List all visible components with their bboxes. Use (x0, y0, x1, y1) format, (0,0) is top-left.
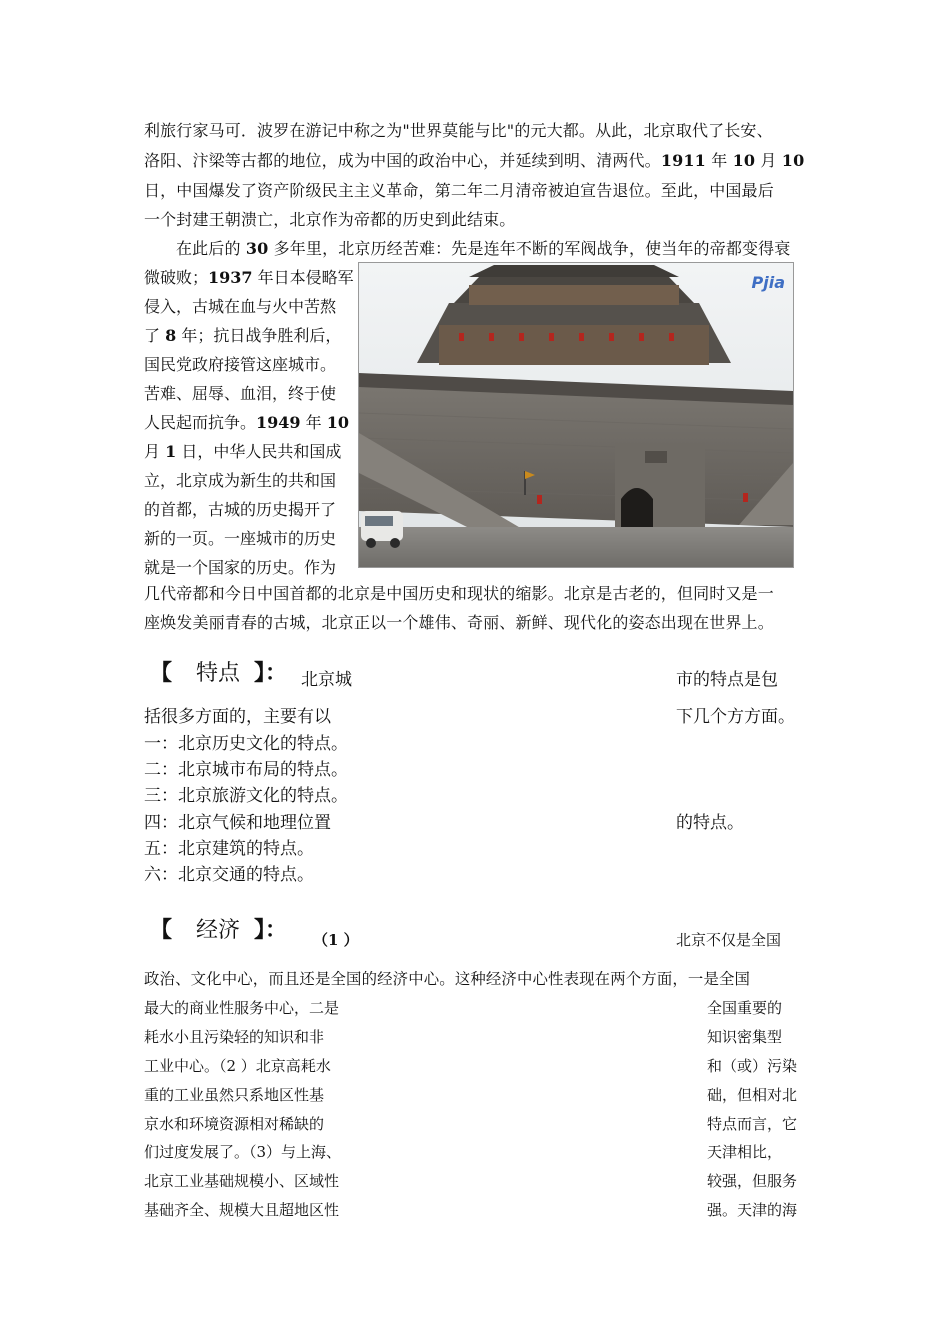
city-gate-photo (358, 262, 794, 568)
intro-line-5: 在此后的 30 多年里，北京历经苦难：先是连年不断的军阀战争，使当年的帝都变得衰 (176, 239, 791, 258)
economy-title: 经济 (196, 918, 241, 943)
wrap-line-4: 国民党政府接管这座城市。 (144, 355, 337, 374)
economy-right-8: 强。天津的海 (707, 1201, 798, 1219)
feature-item-1: 一：北京历史文化的特点。 (144, 734, 348, 754)
bracket-close: 】： (254, 660, 288, 686)
economy-right-2: 知识密集型 (707, 1028, 783, 1046)
wrap-line-3: 了 8 年；抗日战争胜利后， (144, 326, 342, 345)
economy-right-5: 特点而言，它 (707, 1115, 798, 1133)
intro-line-4: 一个封建王朝溃亡，北京作为帝都的历史到此结束。 (144, 210, 516, 229)
after-line-1: 几代帝都和今日中国首都的北京是中国历史和现状的缩影。北京是古老的，但同时又是一 (144, 584, 774, 603)
bracket-open: 【 (150, 917, 173, 943)
economy-heading (150, 916, 287, 945)
photo-watermark: Pjia (751, 273, 785, 292)
wrap-line-8: 立，北京成为新生的共和国 (144, 471, 337, 490)
wrap-line-5: 苦难、屈辱、血泪，终于使 (144, 384, 337, 403)
intro-line-3: 日，中国爆发了资产阶级民主主义革命，第二年二月清帝被迫宣告退位。至此，中国最后 (144, 181, 774, 200)
feature-item-4-right: 的特点。 (676, 813, 744, 833)
feature-item-5: 五：北京建筑的特点。 (144, 839, 314, 859)
economy-right-6: 天津相比， (707, 1143, 783, 1161)
economy-r1-right: 北京不仅是全国 (676, 931, 782, 949)
economy-left-2: 耗水小且污染轻的知识和非 (144, 1028, 325, 1046)
after-line-2: 座焕发美丽青春的古城，北京正以一个雄伟、奇丽、新鲜、现代化的姿态出现在世界上。 (144, 613, 774, 632)
economy-right-3: 和（或）污染 (707, 1057, 798, 1075)
intro-line-2: 洛阳、汴梁等古都的地位，成为中国的政治中心，并延续到明、清两代。1911 年 10 月 10 (144, 151, 805, 170)
economy-left-1: 最大的商业性服务中心，二是 (144, 999, 340, 1017)
economy-line-2: 政治、文化中心，而且还是全国的经济中心。这种经济中心性表现在两个方面，一是全国 (144, 970, 751, 988)
economy-num-1: （1 ） (313, 931, 359, 949)
features-r1-left: 北京城 (301, 670, 352, 690)
economy-left-3: 工业中心。（2 ）北京高耗水 (144, 1057, 331, 1075)
wrap-line-9: 的首都，古城的历史揭开了 (144, 500, 337, 519)
economy-right-7: 较强，但服务 (707, 1172, 798, 1190)
features-r2-right: 下几个方方面。 (676, 707, 795, 727)
wrap-line-10: 新的一页。一座城市的历史 (144, 529, 337, 548)
economy-left-5: 京水和环境资源相对稀缺的 (144, 1115, 325, 1133)
wrap-line-2: 侵入，古城在血与火中苦熬 (144, 297, 337, 316)
feature-item-4: 四：北京气候和地理位置 (144, 813, 331, 833)
bracket-open: 【 (150, 660, 173, 686)
feature-item-2: 二：北京城市布局的特点。 (144, 760, 348, 780)
features-r2-left: 括很多方面的，主要有以 (144, 707, 331, 727)
economy-right-4: 础，但相对北 (707, 1086, 798, 1104)
features-heading (150, 659, 287, 688)
features-title: 特点 (196, 661, 241, 686)
economy-left-7: 北京工业基础规模小、区域性 (144, 1172, 340, 1190)
wrap-line-7: 月 1 日，中华人民共和国成 (144, 442, 342, 461)
bracket-close: 】： (254, 917, 288, 943)
economy-left-4: 重的工业虽然只系地区性基 (144, 1086, 325, 1104)
city-gate-illustration (359, 263, 793, 567)
economy-left-6: 们过度发展了。（3）与上海、 (144, 1143, 342, 1161)
intro-line-1: 利旅行家马可．波罗在游记中称之为"世界莫能与比"的元大都。从此，北京取代了长安、 (144, 121, 773, 140)
feature-item-3: 三：北京旅游文化的特点。 (144, 786, 348, 806)
features-r1-right: 市的特点是包 (676, 670, 778, 690)
wrap-line-1: 微破败；1937 年日本侵略军 (144, 268, 354, 287)
economy-left-8: 基础齐全、规模大且超地区性 (144, 1201, 340, 1219)
wrap-line-6: 人民起而抗争。1949 年 10 (144, 413, 349, 432)
feature-item-6: 六：北京交通的特点。 (144, 865, 314, 885)
wrap-line-11: 就是一个国家的历史。作为 (144, 558, 337, 577)
economy-right-1: 全国重要的 (707, 999, 783, 1017)
